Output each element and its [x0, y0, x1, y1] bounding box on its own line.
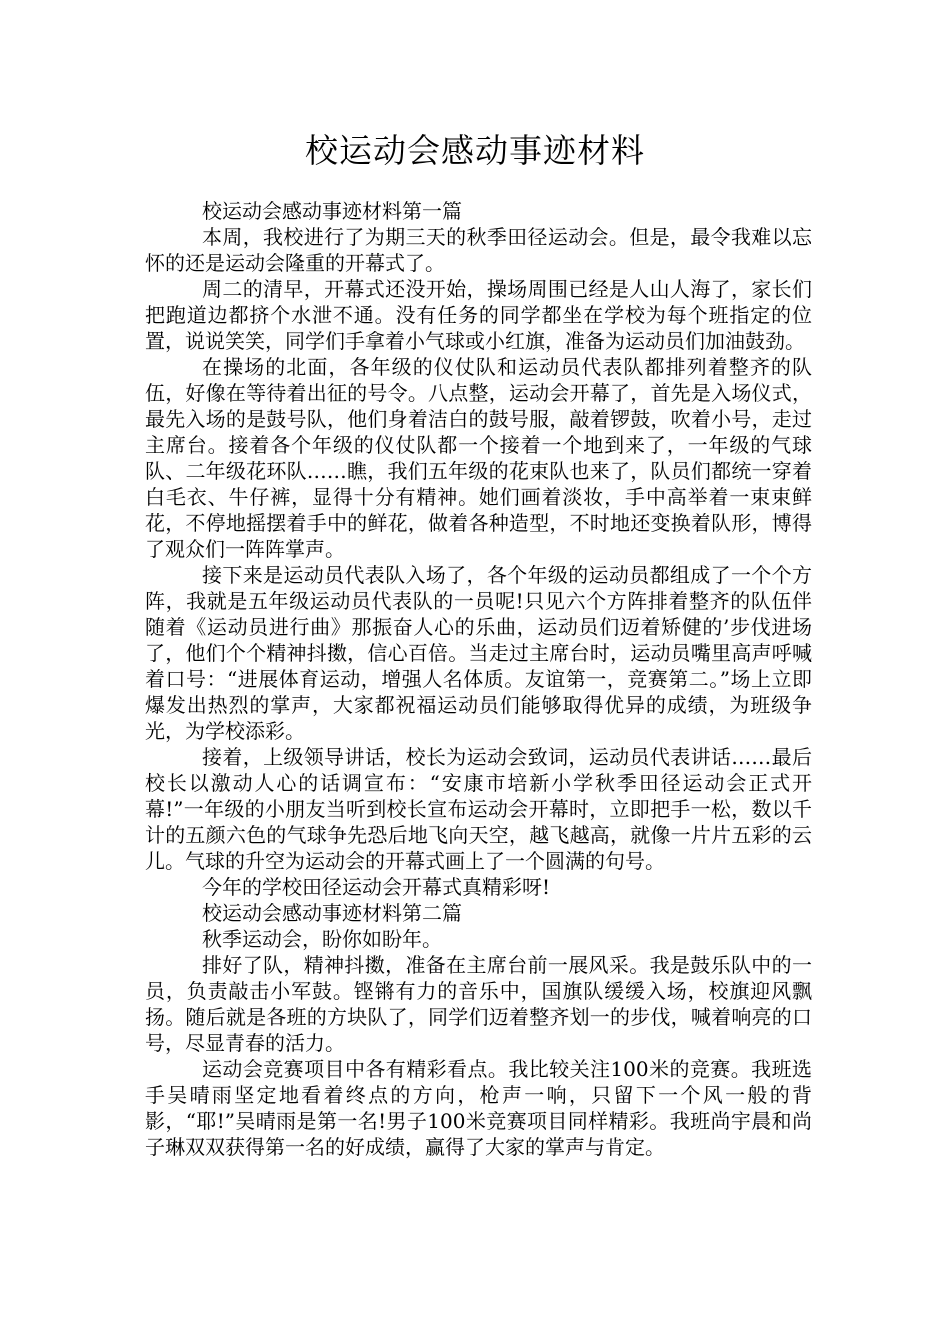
document-body	[145, 198, 812, 1160]
paragraph: 今年的学校田径运动会开幕式真精彩呀!	[202, 875, 551, 899]
paragraph: 接着，上级领导讲话，校长为运动会致词，运动员代表讲话……最后校长以激动人心的话调宣布：“安康市培新小学秋季田径运动会正式开幕!”一年级的小朋友当听到校长宣布运动会开幕时，立即把手一松，数以千计的五颜六色的气球争先恐后地飞向天空，越飞越高，就像一片片五彩的云儿。气球的升空为运动会的开幕式画上了一个圆满的句号。	[145, 745, 812, 873]
paragraph-heading-part-1: 校运动会感动事迹材料第一篇	[202, 199, 462, 223]
paragraph: 本周，我校进行了为期三天的秋季田径运动会。但是，最令我难以忘怀的还是运动会隆重的开幕式了。	[145, 225, 812, 275]
paragraph: 秋季运动会，盼你如盼年。	[202, 927, 442, 951]
document-title: 校运动会感动事迹材料	[305, 131, 645, 170]
paragraph: 接下来是运动员代表队入场了，各个年级的运动员都组成了一个个方阵，我就是五年级运动员代表队的一员呢!只见六个方阵排着整齐的队伍伴随着《运动员进行曲》那振奋人心的乐曲，运动员们迈着矫健的’步伐进场了，他们个个精神抖擞，信心百倍。当走过主席台时，运动员嘴里高声呼喊着口号：“进展体育运动，增强人名体质。友谊第一，竞赛第二。”场上立即爆发出热烈的掌声，大家都祝福运动员们能够取得优异的成绩，为班级争光，为学校添彩。	[145, 563, 812, 743]
paragraph: 周二的清早，开幕式还没开始，操场周围已经是人山人海了，家长们把跑道边都挤个水泄不通。没有任务的同学都坐在学校为每个班指定的位置，说说笑笑，同学们手拿着小气球或小红旗，准备为运动员们加油鼓劲。	[145, 277, 812, 353]
paragraph-heading-part-2: 校运动会感动事迹材料第二篇	[202, 901, 462, 925]
paragraph: 在操场的北面，各年级的仪仗队和运动员代表队都排列着整齐的队伍，好像在等待着出征的号令。八点整，运动会开幕了，首先是入场仪式，最先入场的是鼓号队，他们身着洁白的鼓号服，敲着锣鼓，吹着小号，走过主席台。接着各个年级的仪仗队都一个接着一个地到来了，一年级的气球队、二年级花环队……瞧，我们五年级的花束队也来了，队员们都统一穿着白毛衣、牛仔裤，显得十分有精神。她们画着淡妆，手中高举着一束束鲜花，不停地摇摆着手中的鲜花，做着各种造型，不时地还变换着队形，博得了观众们一阵阵掌声。	[145, 355, 812, 561]
paragraph: 运动会竞赛项目中各有精彩看点。我比较关注100米的竞赛。我班选手吴晴雨坚定地看着终点的方向，枪声一响，只留下一个风一般的背影，“耶!”吴晴雨是第一名!男子100米竞赛项目同样精彩。我班尚宇晨和尚子琳双双获得第一名的好成绩，赢得了大家的掌声与肯定。	[145, 1057, 812, 1159]
paragraph: 排好了队，精神抖擞，准备在主席台前一展风采。我是鼓乐队中的一员，负责敲击小军鼓。铿锵有力的音乐中，国旗队缓缓入场，校旗迎风飘扬。随后就是各班的方块队了，同学们迈着整齐划一的步伐，喊着响亮的口号，尽显青春的活力。	[145, 953, 812, 1055]
